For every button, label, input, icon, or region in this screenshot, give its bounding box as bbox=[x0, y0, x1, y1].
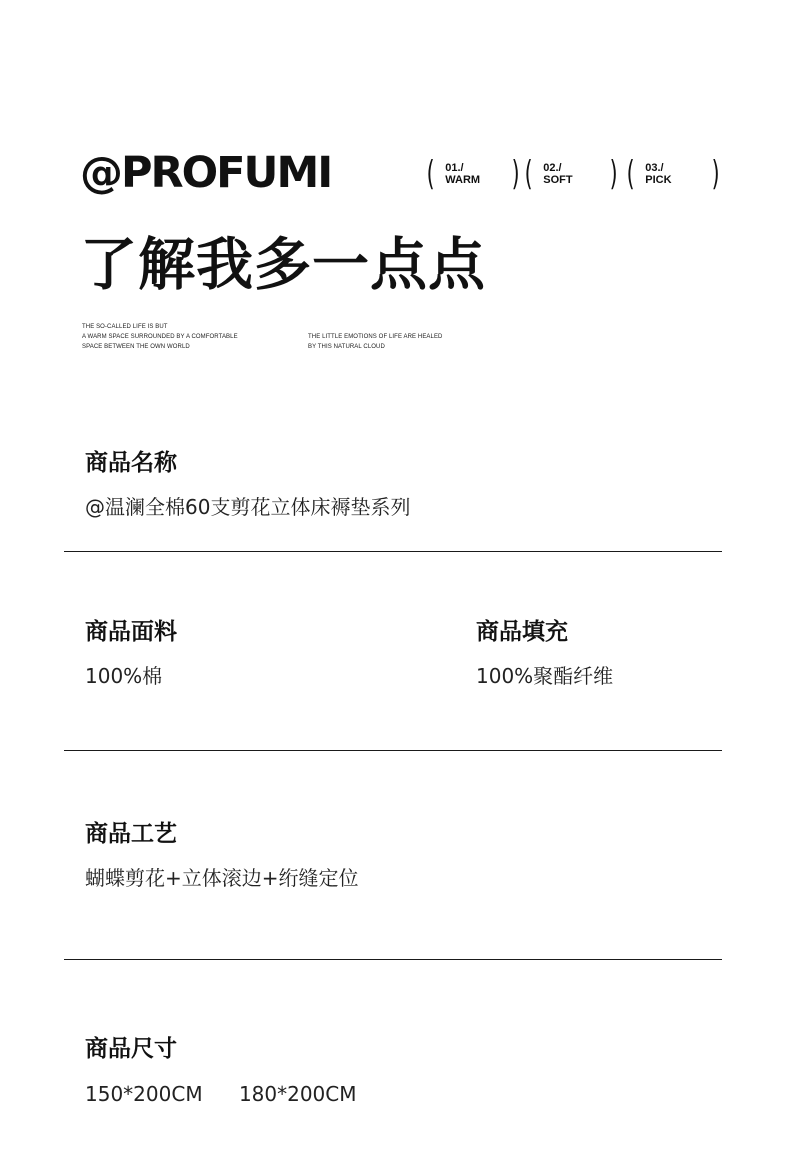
open-bracket-icon: ( bbox=[524, 154, 533, 194]
section-divider bbox=[64, 750, 722, 751]
intro-line: A WARM SPACE SURROUNDED BY A COMFORTABLE bbox=[82, 334, 238, 340]
tag-text bbox=[445, 162, 501, 186]
size-label: 商品尺寸 bbox=[85, 1036, 177, 1062]
fabric-label: 商品面料 bbox=[85, 619, 177, 645]
section-divider bbox=[64, 551, 722, 552]
open-bracket-icon: ( bbox=[426, 154, 435, 194]
tag-word: PICK bbox=[645, 174, 672, 186]
tag-number: 02./ bbox=[543, 162, 562, 174]
filling-label: 商品填充 bbox=[476, 619, 568, 645]
tag-text bbox=[645, 162, 701, 186]
tag-pick bbox=[624, 156, 723, 192]
tag-soft bbox=[522, 156, 621, 192]
craft-label: 商品工艺 bbox=[85, 821, 177, 847]
tag-text bbox=[543, 162, 599, 186]
filling-value: 100%聚酯纤维 bbox=[476, 664, 614, 688]
close-bracket-icon: ) bbox=[511, 154, 520, 194]
page-headline: 了解我多一点点 bbox=[80, 232, 486, 298]
product-name-value: @温澜全棉60支剪花立体床褥垫系列 bbox=[85, 495, 411, 519]
size-option: 150*200CM bbox=[85, 1082, 203, 1106]
open-bracket-icon: ( bbox=[626, 154, 635, 194]
size-option: 180*200CM bbox=[238, 1082, 357, 1106]
intro-line: SPACE BETWEEN THE OWN WORLD bbox=[82, 344, 190, 350]
size-values bbox=[85, 1079, 357, 1109]
intro-text-left bbox=[82, 322, 238, 352]
tag-word: WARM bbox=[445, 174, 481, 186]
intro-line: THE SO-CALLED LIFE IS BUT bbox=[82, 324, 168, 330]
brand-logo: @PROFUMI bbox=[80, 148, 332, 198]
tag-number: 01./ bbox=[445, 162, 464, 174]
intro-text-right bbox=[308, 332, 443, 352]
fabric-value: 100%棉 bbox=[85, 664, 163, 688]
close-bracket-icon: ) bbox=[609, 154, 618, 194]
section-divider bbox=[64, 959, 722, 960]
intro-line: THE LITTLE EMOTIONS OF LIFE ARE HEALED bbox=[308, 334, 443, 340]
craft-value: 蝴蝶剪花+立体滚边+绗缝定位 bbox=[85, 866, 359, 890]
tag-number: 03./ bbox=[645, 162, 664, 174]
tag-word: SOFT bbox=[543, 174, 573, 186]
tag-warm bbox=[424, 156, 523, 192]
product-name-label: 商品名称 bbox=[85, 450, 177, 476]
intro-line: BY THIS NATURAL CLOUD bbox=[308, 344, 385, 350]
close-bracket-icon: ) bbox=[711, 154, 720, 194]
